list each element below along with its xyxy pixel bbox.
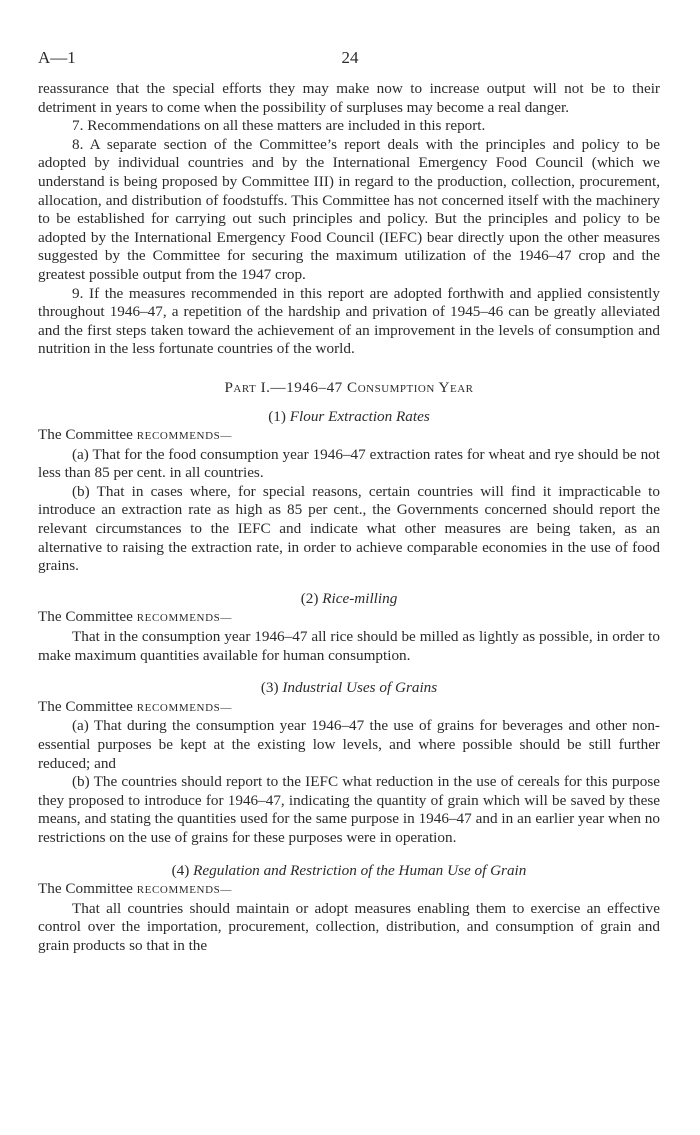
recommends-intro: The Committee: [38, 608, 133, 626]
recommends-keyword: RECOMMENDS—: [136, 612, 232, 625]
recommends-keyword: RECOMMENDS—: [136, 430, 232, 443]
section-number: (2): [300, 589, 319, 607]
recommendation-paragraph: (b) That in cases where, for special reasons, certain countries will find it impracticable to introduce an extraction rate as high as 85 per cent., the Governments concerned should report the relevant circumstances to the IEFC and indicate what other measures are being taken, as an alternative to raising the extraction rate, in order to achieve comparable economies in the use of food grains.: [38, 482, 660, 575]
section-title: Rice-milling: [322, 589, 398, 607]
section-heading-4: [38, 862, 660, 881]
section-heading-3: [38, 679, 660, 698]
recommends-line: [38, 698, 660, 718]
recommends-intro: The Committee: [38, 426, 133, 444]
recommendation-paragraph: That all countries should maintain or adopt measures enabling them to exercise an effective control over the importation, procurement, collection, distribution, and consumption of grain and grain products so that in the: [38, 899, 660, 954]
section-number: (3): [260, 679, 279, 697]
recommends-keyword: RECOMMENDS—: [136, 701, 232, 714]
section-title: Regulation and Restriction of the Human Use of Grain: [193, 861, 527, 879]
document-body: [38, 80, 660, 956]
section-heading-2: [38, 590, 660, 609]
paragraph-8: 8. A separate section of the Committee’s report deals with the principles and policy to be adopted by individual countries and by the International Emergency Food Council (which we understand is being proposed by Committee III) in regard to the production, collection, procurement, allocation, and distribution of foodstuffs. This Committee has not concerned itself with the machinery to be established for carrying out such principles and policy. But the principles and policy to be adopted by the International Emergency Food Council (IEFC) bear directly upon the other measures suggested by the Committee for securing the maximum utilization of the 1946–47 crop and the greatest possible output from the 1947 crop.: [38, 135, 660, 283]
page-number: 24: [341, 48, 359, 67]
recommends-line: [38, 880, 660, 900]
paragraph-continuation: reassurance that the special efforts they may make now to increase output will not be to their detriment in years to come when the possibility of surpluses may become a real danger.: [38, 80, 660, 116]
recommendation-paragraph: (a) That for the food consumption year 1946–47 extraction rates for wheat and rye should be not less than 85 per cent. in all countries.: [38, 445, 660, 482]
paragraph-7: 7. Recommendations on all these matters are included in this report.: [72, 117, 486, 135]
recommends-keyword: RECOMMENDS—: [136, 884, 232, 897]
part-heading: Part I.—1946–47 Consumption Year: [224, 378, 474, 396]
section-number: (1): [268, 407, 286, 425]
section-title: Industrial Uses of Grains: [282, 679, 438, 697]
recommendation-paragraph: (a) That during the consumption year 1946–47 the use of grains for beverages and other non-essential purposes be kept at the existing low levels, and where possible should be still further reduced; and: [38, 717, 660, 772]
section-number: (4): [171, 861, 190, 879]
recommendation-paragraph: That in the consumption year 1946–47 all rice should be milled as lightly as possible, in order to make maximum quantities available for human consumption.: [38, 628, 660, 664]
paragraph-9: 9. If the measures recommended in this report are adopted forthwith and applied consistently throughout 1946–47, a repetition of the hardship and privation of 1945–46 can be greatly alleviated and the first steps taken toward the achievement of an improvement in the levels of consumption and nutrition in the less fortunate countries of the world.: [38, 284, 660, 358]
document-code: A—1: [38, 48, 76, 67]
section-heading-1: [38, 408, 660, 427]
recommends-line: [38, 608, 660, 628]
recommends-intro: The Committee: [38, 880, 133, 898]
section-title: Flour Extraction Rates: [289, 407, 430, 425]
recommendation-paragraph: (b) The countries should report to the IEFC what reduction in the use of cereals for this purpose they proposed to introduce for 1946–47, indicating the quantity of grain which will be saved by these means, and stating the quantities used for the same purpose in 1946–47 and in an earlier year when no restrictions on the use of grains for these purposes were in operation.: [38, 773, 660, 846]
recommends-intro: The Committee: [38, 697, 133, 715]
recommends-line: [38, 426, 660, 446]
